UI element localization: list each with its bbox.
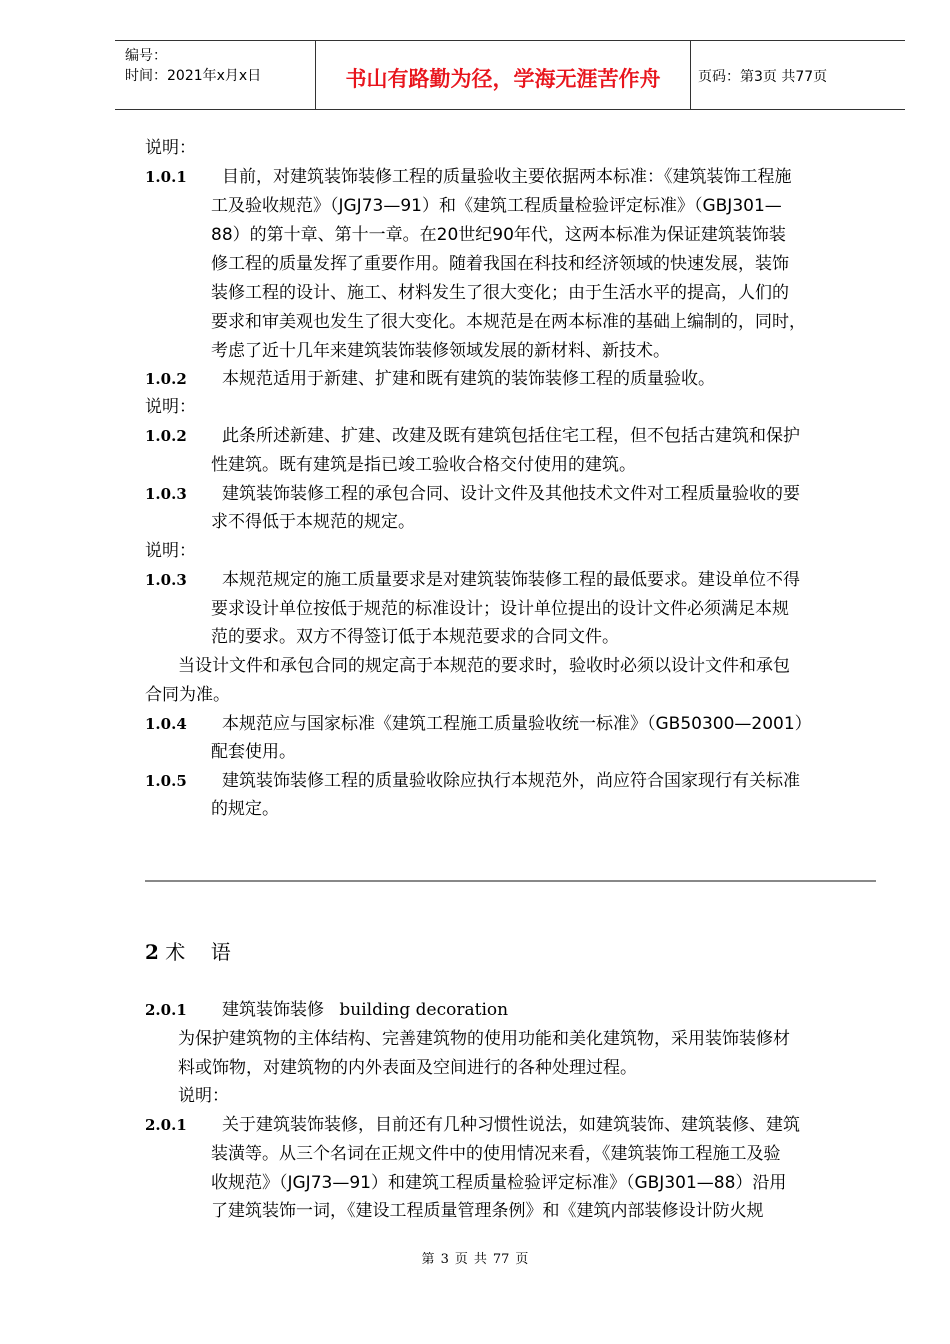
paragraph-line: 88）的第十章、第十一章。在20世纪90年代，这两本标准为保证建筑装饰装	[211, 225, 786, 245]
footer-di: 第	[421, 1252, 435, 1267]
footer-gong: 共	[473, 1252, 487, 1267]
clause-number: 2.0.1	[145, 1116, 187, 1134]
paragraph-line: 本规范适用于新建、扩建和既有建筑的装饰装修工程的质量验收。	[222, 369, 715, 389]
motto-text: 书山有路勤为径，学海无涯苦作舟	[345, 67, 661, 91]
page-label: 页码：第3页 共77页	[698, 69, 828, 85]
chapter-number: 2	[145, 940, 159, 964]
header-motto-cell	[315, 41, 691, 109]
paragraph-line: 合同为准。	[145, 685, 230, 705]
term-line	[222, 1000, 508, 1020]
paragraph-line: 配套使用。	[211, 742, 296, 762]
clause-number: 1.0.3	[145, 485, 187, 503]
page-header	[115, 40, 905, 110]
paragraph-line: 建筑装饰装修工程的承包合同、设计文件及其他技术文件对工程质量验收的要	[222, 484, 800, 504]
clause-number: 1.0.2	[145, 427, 187, 445]
footer-page-number: 3	[440, 1252, 449, 1267]
chapter-heading	[145, 940, 231, 964]
paragraph-line: 要求和审美观也发生了很大变化。本规范是在两本标准的基础上编制的，同时，	[211, 312, 806, 332]
section-divider	[145, 880, 876, 882]
paragraph-line: 为保护建筑物的主体结构、完善建筑物的使用功能和美化建筑物，采用装饰装修材	[178, 1029, 790, 1049]
paragraph-line: 本规范应与国家标准《建筑工程施工质量验收统一标准》（GB50300—2001）	[222, 714, 812, 734]
paragraph-line: 考虑了近十几年来建筑装饰装修领域发展的新材料、新技术。	[211, 341, 670, 361]
paragraph-line: 当设计文件和承包合同的规定高于本规范的要求时，验收时必须以设计文件和承包	[178, 656, 790, 676]
paragraph-line: 此条所述新建、扩建、改建及既有建筑包括住宅工程，但不包括古建筑和保护	[222, 426, 800, 446]
header-page-cell	[690, 41, 905, 109]
paragraph-line: 料或饰物，对建筑物的内外表面及空间进行的各种处理过程。	[178, 1058, 637, 1078]
term-title: 建筑装饰装修	[222, 1000, 324, 1020]
date-label: 时间：2021年x月x日	[125, 68, 262, 84]
paragraph-line: 性建筑。既有建筑是指已竣工验收合格交付使用的建筑。	[211, 455, 636, 475]
paragraph-line: 建筑装饰装修工程的质量验收除应执行本规范外，尚应符合国家现行有关标准	[222, 771, 800, 791]
explain-label: 说明：	[178, 1086, 229, 1106]
paragraph-line: 的规定。	[211, 799, 279, 819]
paragraph-line: 装修工程的设计、施工、材料发生了很大变化；由于生活水平的提高，人们的	[211, 283, 789, 303]
clause-number: 1.0.3	[145, 571, 187, 589]
paragraph-line: 求不得低于本规范的规定。	[211, 512, 415, 532]
paragraph-line: 范的要求。双方不得签订低于本规范要求的合同文件。	[211, 627, 619, 647]
clause-number: 1.0.1	[145, 168, 187, 186]
paragraph-line: 了建筑装饰一词，《建设工程质量管理条例》和《建筑内部装修设计防火规	[211, 1201, 764, 1221]
clause-number: 2.0.1	[145, 1001, 187, 1019]
footer-ye: 页	[454, 1252, 468, 1267]
paragraph-line: 关于建筑装饰装修，目前还有几种习惯性说法，如建筑装饰、建筑装修、建筑	[222, 1115, 800, 1135]
explain-label: 说明：	[145, 541, 196, 561]
paragraph-line: 修工程的质量发挥了重要作用。随着我国在科技和经济领域的快速发展，装饰	[211, 254, 789, 274]
footer-total-pages: 77	[492, 1252, 510, 1267]
term-english: building decoration	[339, 1000, 509, 1020]
paragraph-line: 本规范规定的施工质量要求是对建筑装饰装修工程的最低要求。建设单位不得	[222, 570, 800, 590]
paragraph-line: 收规范》（JGJ73—91）和建筑工程质量检验评定标准》（GBJ301—88）沿用	[211, 1173, 787, 1193]
paragraph-line: 目前，对建筑装饰装修工程的质量验收主要依据两本标准：《建筑装饰工程施	[222, 167, 792, 187]
chapter-title: 术 语	[165, 940, 231, 964]
page-footer	[0, 1248, 950, 1267]
paragraph-line: 要求设计单位按低于规范的标准设计；设计单位提出的设计文件必须满足本规	[211, 599, 789, 619]
footer-ye2: 页	[515, 1252, 529, 1267]
clause-number: 1.0.5	[145, 772, 187, 790]
explain-label: 说明：	[145, 138, 196, 158]
serial-label: 编号：	[125, 48, 167, 64]
header-meta-cell	[115, 41, 315, 109]
clause-number: 1.0.2	[145, 370, 187, 388]
paragraph-line: 工及验收规范》（JGJ73—91）和《建筑工程质量检验评定标准》（GBJ301—	[211, 196, 782, 216]
paragraph-line: 装潢等。从三个名词在正规文件中的使用情况来看，《建筑装饰工程施工及验	[211, 1144, 781, 1164]
explain-label: 说明：	[145, 397, 196, 417]
clause-number: 1.0.4	[145, 715, 187, 733]
